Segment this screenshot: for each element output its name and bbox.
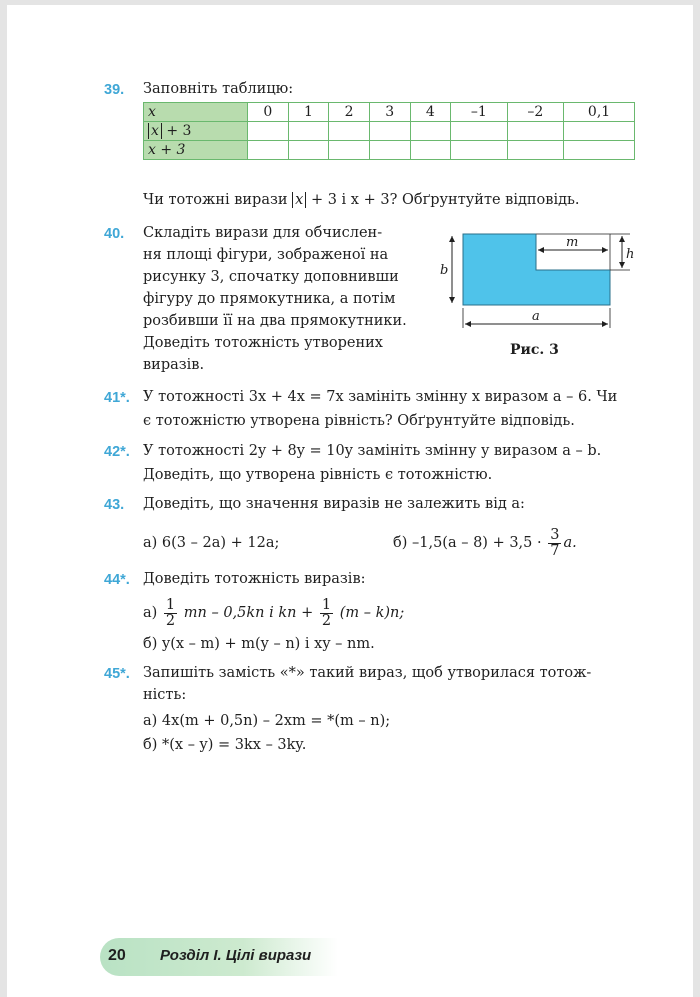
table-cell-empty[interactable] xyxy=(564,141,635,160)
table-row xyxy=(144,122,635,141)
problem-45-line2: ність: xyxy=(143,687,187,703)
problem-45-b: б) *(x – y) = 3kx – 3ky. xyxy=(143,737,307,753)
table-cell: 1 xyxy=(288,103,329,122)
figure-shape xyxy=(463,234,610,305)
table-cell: 0 xyxy=(248,103,289,122)
table-cell: –2 xyxy=(507,103,563,122)
problem-43-b: б) –1,5(a – 8) + 3,5 · $\frac{3}{7}$ a. xyxy=(393,526,577,559)
problem-41-line1: У тотожності 3x + 4x = 7x замініть змінну x виразом a – 6. Чи xyxy=(143,389,618,405)
problem-40-text: Складіть вирази для обчислен- ня площі фігури, зображеної на рисунку 3, спочатку доповнивши фігуру до прямокутника, а потім розбивши її на два прямокутники. Доведіть тотожність утворених виразів. xyxy=(143,225,407,373)
problem-43-number: 43. xyxy=(104,497,125,513)
table-cell-empty[interactable] xyxy=(410,141,451,160)
problem-43-intro: Доведіть, що значення виразів не залежить від a: xyxy=(143,496,525,512)
table-cell-empty[interactable] xyxy=(369,122,410,141)
page-edge-top xyxy=(0,0,700,5)
problem-45-line1: Запишіть замість «*» такий вираз, щоб утворилася тотож- xyxy=(143,665,592,681)
table-cell-empty[interactable] xyxy=(369,141,410,160)
table-cell-empty[interactable] xyxy=(410,122,451,141)
table-cell-empty[interactable] xyxy=(248,141,289,160)
table-cell: 3 xyxy=(369,103,410,122)
table-cell-empty[interactable] xyxy=(248,122,289,141)
label-m: m xyxy=(566,235,579,250)
table-cell: 4 xyxy=(410,103,451,122)
label-h: h xyxy=(626,247,635,262)
table-cell-empty[interactable] xyxy=(288,141,329,160)
figure-3 xyxy=(438,228,643,340)
problem-39-question: Чи тотожні вирази x + 3 і x + 3? Обґрунтуйте відповідь. xyxy=(143,192,580,208)
table-header-sum: x + 3 xyxy=(144,141,248,160)
table-row xyxy=(144,141,635,160)
values-table xyxy=(143,102,635,160)
fraction: $\frac{1}{2}$ xyxy=(321,596,332,629)
problem-44-intro: Доведіть тотожність виразів: xyxy=(143,571,366,587)
problem-41-line2: є тотожністю утворена рівність? Обґрунтуйте відповідь. xyxy=(143,413,575,429)
page-edge-left xyxy=(0,0,7,997)
table-cell: 0,1 xyxy=(564,103,635,122)
table-row xyxy=(144,103,635,122)
problem-40-number: 40. xyxy=(104,226,125,242)
problem-41-number: 41*. xyxy=(104,390,130,406)
problem-42-line2: Доведіть, що утворена рівність є тотожністю. xyxy=(143,467,493,483)
problem-39-number: 39. xyxy=(104,82,125,98)
table-cell-empty[interactable] xyxy=(329,122,370,141)
table-cell-empty[interactable] xyxy=(451,141,507,160)
table-cell-empty[interactable] xyxy=(451,122,507,141)
figure-caption: Рис. 3 xyxy=(510,342,559,358)
fraction: $\frac{1}{2}$ xyxy=(165,596,176,629)
problem-45-a: а) 4x(m + 0,5n) – 2xm = *(m – n); xyxy=(143,713,391,729)
label-a: a xyxy=(532,309,540,324)
table-cell: 2 xyxy=(329,103,370,122)
problem-43-a: а) 6(3 – 2a) + 12a; xyxy=(143,535,280,551)
problem-44-number: 44*. xyxy=(104,572,130,588)
label-b: b xyxy=(440,263,449,278)
fraction: $\frac{3}{7}$ xyxy=(550,526,560,559)
problem-44-b: б) y(x – m) + m(y – n) і xy – nm. xyxy=(143,636,375,652)
section-title: Розділ І. Цілі вирази xyxy=(160,947,312,964)
page-number: 20 xyxy=(108,947,126,964)
table-cell-empty[interactable] xyxy=(507,122,563,141)
problem-42-number: 42*. xyxy=(104,444,130,460)
table-cell-empty[interactable] xyxy=(329,141,370,160)
table-cell: –1 xyxy=(451,103,507,122)
problem-45-number: 45*. xyxy=(104,666,130,682)
table-header-abs: x + 3 xyxy=(144,122,248,141)
table-cell-empty[interactable] xyxy=(564,122,635,141)
table-header-x: x xyxy=(144,103,248,122)
problem-42-line1: У тотожності 2y + 8y = 10y замініть змінну y виразом a – b. xyxy=(143,443,602,459)
problem-44-a: а) $\frac{1}{2}$ mn – 0,5kn і kn + $\frac{1}{2}$ (m – k)n; xyxy=(143,596,405,629)
page-edge-right xyxy=(693,0,700,997)
table-cell-empty[interactable] xyxy=(507,141,563,160)
table-cell-empty[interactable] xyxy=(288,122,329,141)
problem-39-intro: Заповніть таблицю: xyxy=(143,81,294,97)
